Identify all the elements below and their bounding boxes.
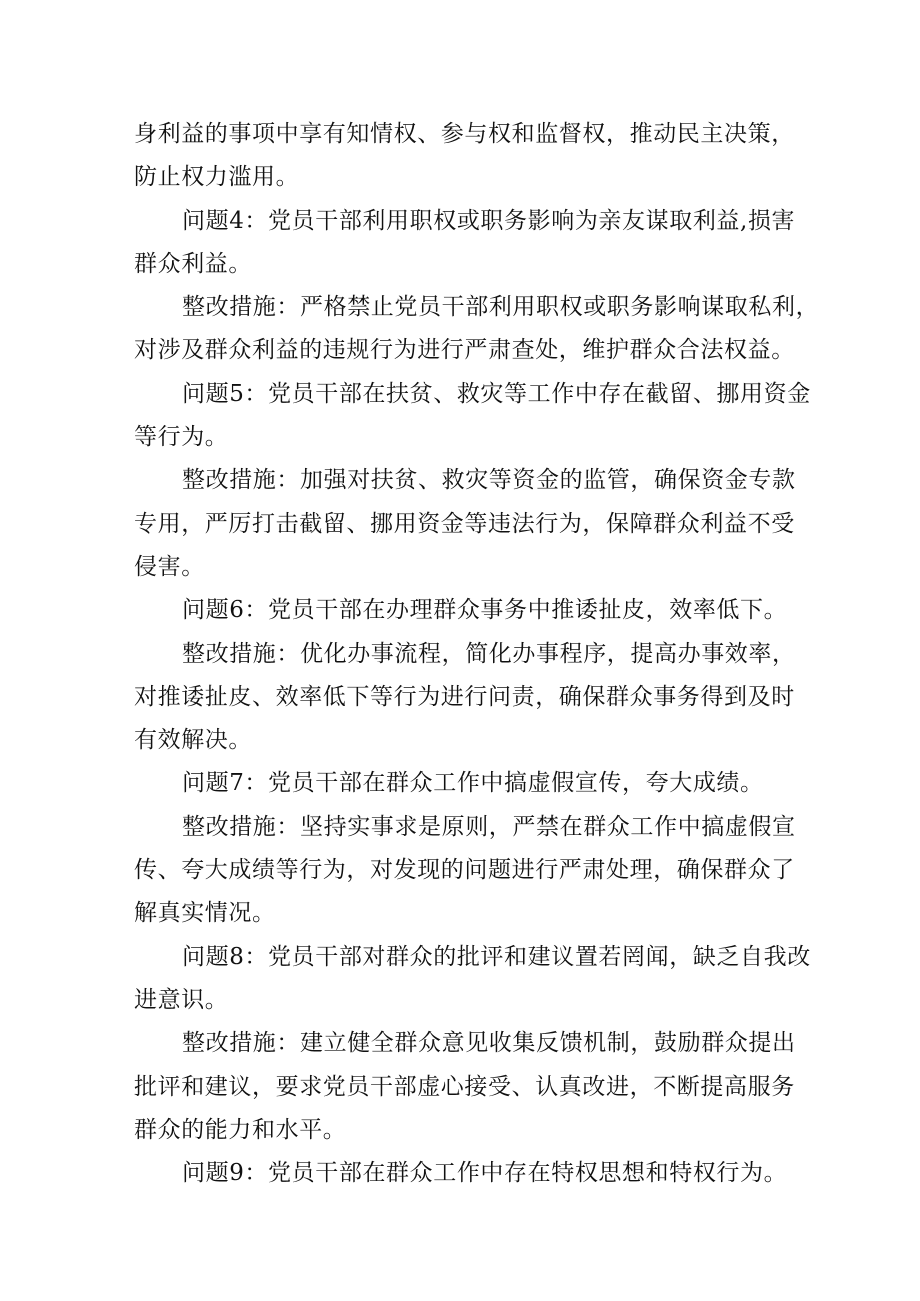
text-line: 进意识。 — [134, 986, 229, 1013]
text-line: 对推诿扯皮、效率低下等行为进行问责，确保群众事务得到及时 — [134, 683, 795, 710]
text-line: 侵害。 — [134, 553, 205, 580]
text-line: 等行为。 — [134, 424, 229, 451]
problem-heading: 问题9：党员干部在群众工作中存在特权思想和特权行为。 — [182, 1160, 788, 1187]
measure-paragraph: 整改措施：加强对扶贫、救灾等资金的监管，确保资金专款 — [182, 467, 796, 494]
problem-heading: 问题8：党员干部对群众的批评和建议置若罔闻，缺乏自我改 — [182, 943, 811, 970]
document-body — [134, 113, 820, 1195]
text-line: 防止权力滥用。 — [134, 164, 300, 191]
text-line: 对涉及群众利益的违规行为进行严肃查处，维护群众合法权益。 — [134, 337, 795, 364]
measure-paragraph: 整改措施：建立健全群众意见收集反馈机制，鼓励群众提出 — [182, 1030, 796, 1057]
problem-heading: 问题7：党员干部在群众工作中搞虚假宣传，夸大成绩。 — [182, 770, 764, 797]
text-line: 有效解决。 — [134, 727, 252, 754]
text-line: 解真实情况。 — [134, 900, 276, 927]
problem-heading: 问题6：党员干部在办理群众事务中推诿扯皮，效率低下。 — [182, 597, 788, 624]
text-line: 群众的能力和水平。 — [134, 1116, 347, 1143]
text-line: 专用，严厉打击截留、挪用资金等违法行为，保障群众利益不受 — [134, 510, 795, 537]
text-line: 身利益的事项中享有知情权、参与权和监督权，推动民主决策， — [134, 121, 795, 147]
measure-paragraph: 整改措施：坚持实事求是原则，严禁在群众工作中搞虚假宣 — [182, 813, 796, 840]
problem-heading: 问题5：党员干部在扶贫、救灾等工作中存在截留、挪用资金 — [182, 380, 811, 407]
problem-heading: 问题4：党员干部利用职权或职务影响为亲友谋取利益,损害 — [182, 207, 796, 234]
text-line: 传、夸大成绩等行为，对发现的问题进行严肃处理，确保群众了 — [134, 857, 795, 884]
text-line: 批评和建议，要求党员干部虚心接受、认真改进，不断提高服务 — [134, 1073, 795, 1100]
measure-paragraph: 整改措施：优化办事流程，简化办事程序，提高办事效率， — [182, 640, 796, 667]
text-line: 群众利益。 — [134, 250, 252, 277]
measure-paragraph: 整改措施：严格禁止党员干部利用职权或职务影响谋取私利， — [182, 294, 820, 321]
